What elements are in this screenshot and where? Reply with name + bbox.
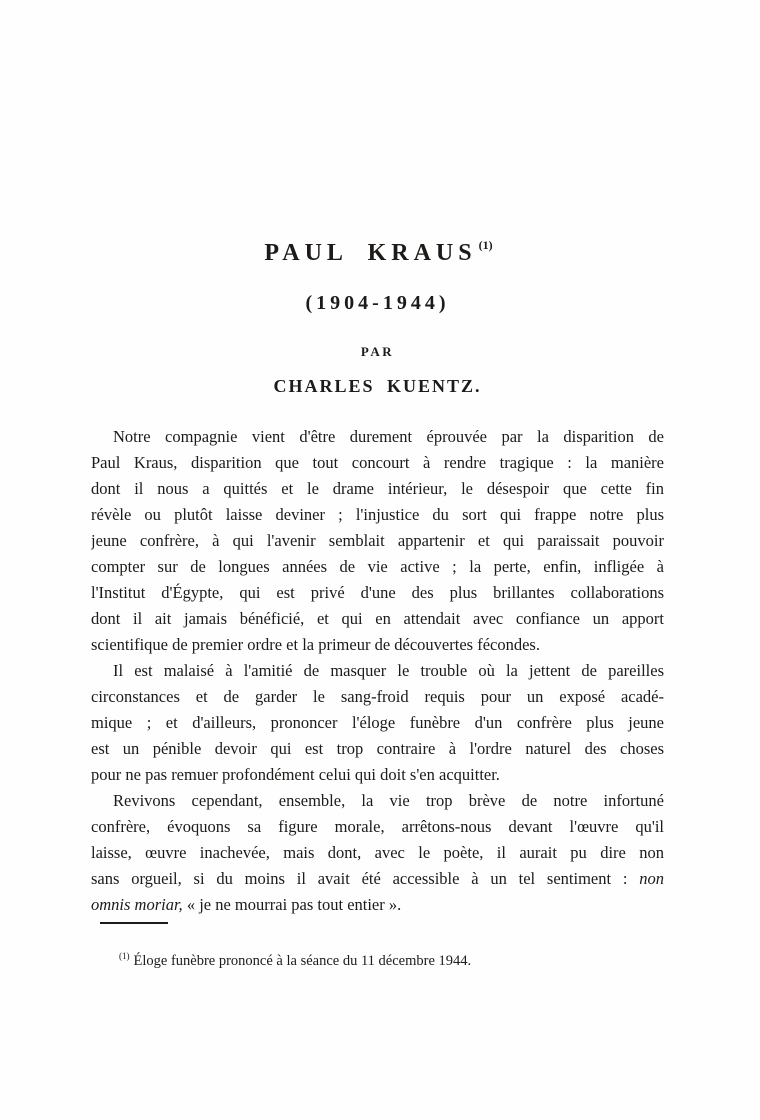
title-footnote-ref: (1) <box>478 238 493 252</box>
italic-text: non <box>639 869 664 888</box>
text-segment: est un pénible devoir qui est trop contraire à l'ordre naturel des choses <box>91 739 664 758</box>
text-line <box>91 528 664 554</box>
text-segment: dont il ait jamais bénéficié, et qui en attendait avec confiance un apport <box>91 609 664 628</box>
text-line <box>91 736 664 762</box>
text-line <box>91 762 664 788</box>
text-segment: « je ne mourrai pas tout entier ». <box>182 895 402 914</box>
text-segment: Revivons cependant, ensemble, la vie trop brève de notre infortuné <box>113 791 664 810</box>
text-segment: laisse, œuvre inachevée, mais dont, avec le poète, il aurait pu dire non <box>91 843 664 862</box>
paragraph <box>91 424 664 658</box>
footnote-marker: (1) <box>119 951 130 961</box>
text-line <box>91 684 664 710</box>
text-line <box>91 632 664 658</box>
text-segment: jeune confrère, à qui l'avenir semblait appartenir et qui paraissait pouvoir <box>91 531 664 550</box>
text-line <box>91 450 664 476</box>
text-line <box>91 476 664 502</box>
text-segment: Paul Kraus, disparition que tout concourt à rendre tragique : la manière <box>91 453 664 472</box>
text-line <box>91 554 664 580</box>
text-line <box>91 840 664 866</box>
text-line <box>91 892 664 918</box>
text-line <box>91 606 664 632</box>
footnote-section <box>91 922 664 971</box>
text-segment: circonstances et de garder le sang-froid requis pour un exposé acadé- <box>91 687 664 706</box>
text-line <box>91 424 664 450</box>
author-name: CHARLES KUENTZ. <box>273 376 482 396</box>
text-segment: Il est malaisé à l'amitié de masquer le trouble où la jettent de pareilles <box>113 661 664 680</box>
text-line <box>91 502 664 528</box>
life-dates: (1904-1944) <box>305 292 450 314</box>
paragraph <box>91 658 664 788</box>
title-text: PAUL KRAUS <box>264 240 477 266</box>
text-segment: confrère, évoquons sa figure morale, arrêtons-nous devant l'œuvre qu'il <box>91 817 664 836</box>
text-segment: mique ; et d'ailleurs, prononcer l'éloge funèbre d'un confrère plus jeune <box>91 713 664 732</box>
body-text <box>91 424 664 918</box>
text-segment: Notre compagnie vient d'être durement éprouvée par la disparition de <box>113 427 664 446</box>
text-line <box>91 788 664 814</box>
byline-prefix: PAR <box>360 344 395 359</box>
italic-text: omnis moriar, <box>91 895 183 914</box>
text-line <box>91 866 664 892</box>
footnote-text: Éloge funèbre prononcé à la séance du 11 décembre 1944. <box>133 952 472 969</box>
page-title <box>91 240 664 267</box>
paragraph <box>91 788 664 918</box>
text-line <box>91 580 664 606</box>
text-segment: scientifique de premier ordre et la primeur de découvertes fécondes. <box>91 635 540 654</box>
footnote <box>91 946 664 971</box>
text-segment: l'Institut d'Égypte, qui est privé d'une des plus brillantes collaborations <box>91 583 664 602</box>
text-line <box>91 658 664 684</box>
text-line <box>91 814 664 840</box>
text-segment: révèle ou plutôt laisse deviner ; l'injustice du sort qui frappe notre plus <box>91 505 664 524</box>
text-segment: dont il nous a quittés et le drame intérieur, le désespoir que cette fin <box>91 479 664 498</box>
text-segment: sans orgueil, si du moins il avait été accessible à un tel sentiment : <box>91 869 640 888</box>
footnote-divider <box>100 922 168 924</box>
text-line <box>91 710 664 736</box>
text-segment: compter sur de longues années de vie active ; la perte, enfin, infligée à <box>91 557 664 576</box>
text-segment: pour ne pas remuer profondément celui qui doit s'en acquitter. <box>91 765 500 784</box>
